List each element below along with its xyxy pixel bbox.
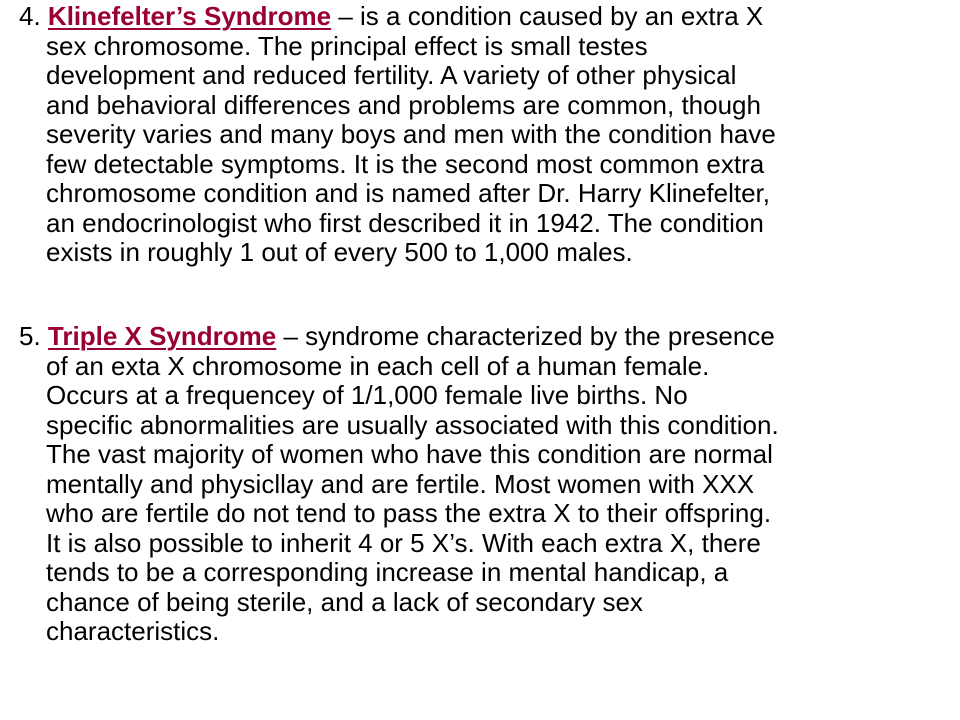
item-text-line: chromosome condition and is named after Dr. Harry Klinefelter, [46,178,771,208]
item-text-line: chance of being sterile, and a lack of secondary sex [46,586,643,617]
item-number: 5. [19,321,41,351]
term-link-klinefelter[interactable]: Klinefelter’s Syndrome [47,1,332,31]
item-text-line: development and reduced fertility. A variety of other physical [46,60,737,90]
item-text-line: exists in roughly 1 out of every 500 to 1,000 males. [46,237,633,267]
item-text-line: who are fertile do not tend to pass the extra X to their offspring. [46,498,772,528]
item-first-line [19,322,949,352]
item-text-line: and behavioral differences and problems are common, though [46,89,761,120]
item-text-line: It is also possible to inherit 4 or 5 X’s. With each extra X, there [46,527,761,558]
item-text-line: sex chromosome. The principal effect is small testes [46,30,648,61]
item-text-line: characteristics. [46,616,220,646]
item-text-line: specific abnormalities are usually associated with this condition. [46,409,779,440]
item-text-line: an endocrinologist who first described it in 1942. The condition [46,207,764,238]
item-text-line: few detectable symptoms. It is the second most common extra [46,148,765,179]
list-item-triple-x [19,322,949,647]
item-first-line [19,2,949,32]
item-text-line: of an exta X chromosome in each cell of a human female. [46,350,710,381]
item-number: 4. [19,1,41,31]
term-link-triple-x[interactable]: Triple X Syndrome [47,321,277,351]
item-text-line: The vast majority of women who have this condition are normal [46,439,773,469]
list-item-klinefelter [19,2,949,268]
item-text-line: mentally and physicllay and are fertile. Most women with XXX [46,468,755,499]
item-first-line-text: – is a condition caused by an extra X [331,1,764,31]
item-text-line: tends to be a corresponding increase in mental handicap, a [46,557,729,587]
item-first-line-text: – syndrome characterized by the presence [276,321,775,351]
item-text-line: Occurs at a frequencey of 1/1,000 female live births. No [46,380,688,410]
item-text-line: severity varies and many boys and men with the condition have [46,119,776,149]
